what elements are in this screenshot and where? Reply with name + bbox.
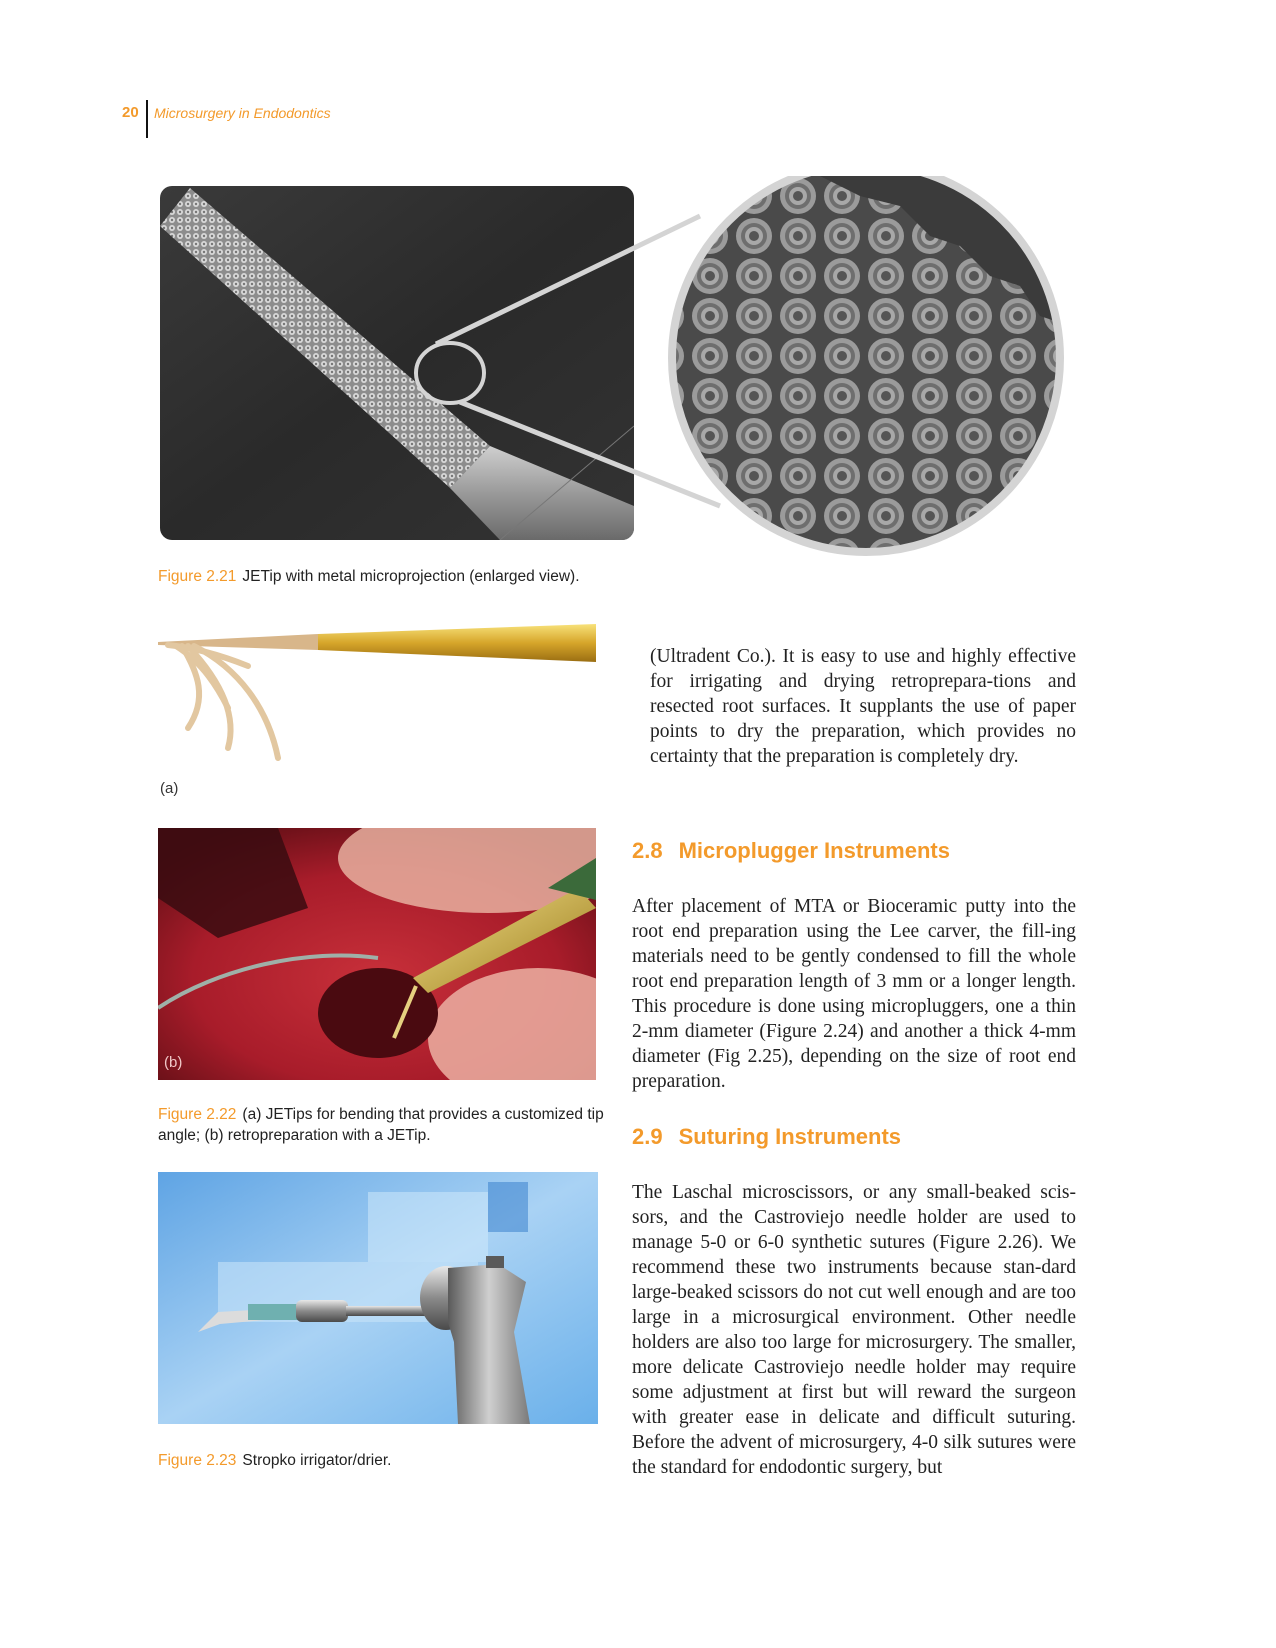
- figure-2-23-caption: [158, 1450, 598, 1471]
- panel-a-label: (a): [160, 780, 179, 797]
- section-2-8-body: After placement of MTA or Bioceramic putty into the root end preparation using the Lee carver, the fill-ing materials need to be gently condensed to fill the whole root end preparation length of 3 mm or a longer length. This procedure is done using micropluggers, one a thin 2-mm diameter (Figure 2.24) and another a thick 4-mm diameter (Fig 2.25), depending on the size of root end preparation.: [632, 896, 1076, 1092]
- figure-label: Figure 2.21: [158, 568, 237, 585]
- panel-b-label: (b): [164, 1054, 183, 1071]
- page-number: 20: [122, 104, 139, 121]
- continuation-paragraph: (Ultradent Co.). It is easy to use and highly effective for irrigating and drying retroprepara-tions and resected root surfaces. It supplants the use of paper points to dry the preparation, which provides no certainty that the preparation is completely dry.: [650, 646, 1076, 767]
- caption-text: (a) JETips for bending that provides a customized tip angle; (b) retropreparation with a JETip.: [158, 1106, 604, 1144]
- figure-2-23-image: [158, 1172, 598, 1424]
- figure-2-22a-image: [158, 618, 596, 764]
- figure-2-22b-image: [158, 828, 596, 1080]
- section-2-9-heading: [632, 1124, 901, 1150]
- header-divider: [146, 100, 148, 138]
- section-title: Suturing Instruments: [678, 1124, 902, 1149]
- section-title: Microplugger Instruments: [678, 838, 950, 863]
- figure-label: Figure 2.22: [158, 1106, 237, 1123]
- caption-text: JETip with metal microprojection (enlarged view).: [242, 568, 580, 585]
- section-number: 2.8: [632, 838, 663, 863]
- section-number: 2.9: [632, 1124, 663, 1149]
- section-2-9-body: The Laschal microscissors, or any small-beaked scis-sors, and the Castroviejo needle holder are used to manage 5-0 or 6-0 synthetic sutures (Figure 2.26). We recommend these two instruments because stan-dard large-beaked scissors do not cut well enough and are too large in a microsurgical environment. Other needle holders are also too large for microsurgery. The smaller, more delicate Castroviejo needle holder may require some adjustment at first but will reward the surgeon with greater ease in delicate and difficult suturing. Before the advent of microsurgery, 4-0 silk sutures were the standard for endodontic surgery, but: [632, 1182, 1076, 1478]
- section-2-8-heading: [632, 838, 950, 864]
- figure-2-21-caption: [158, 566, 678, 587]
- figure-2-22-caption: [158, 1104, 612, 1146]
- figure-2-21-image: [160, 176, 1100, 576]
- figure-label: Figure 2.23: [158, 1452, 237, 1469]
- running-title: Microsurgery in Endodontics: [154, 105, 331, 121]
- caption-text: Stropko irrigator/drier.: [242, 1452, 392, 1469]
